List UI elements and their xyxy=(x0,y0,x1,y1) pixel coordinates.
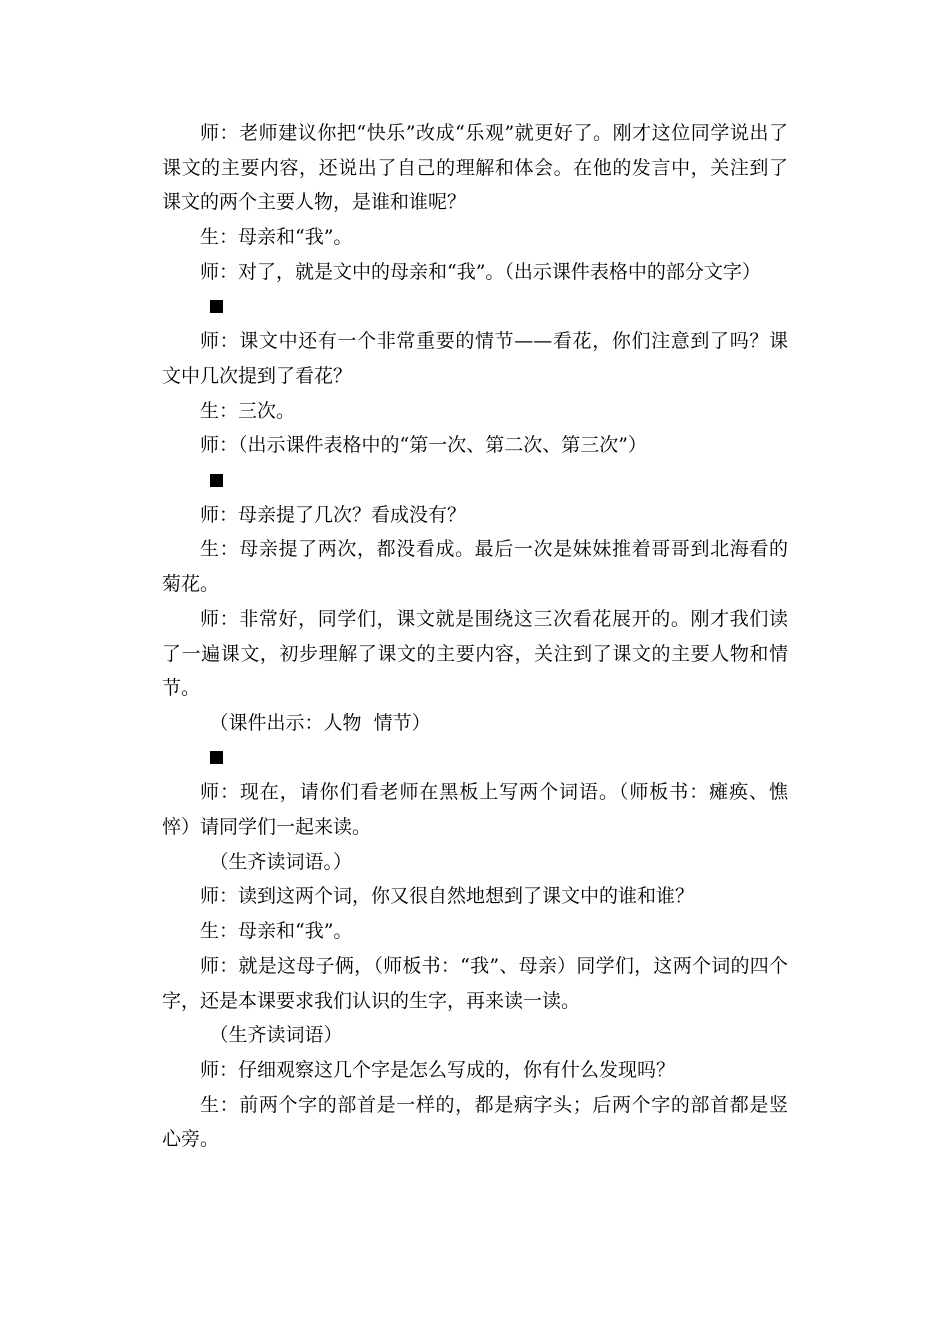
paragraph: 生：前两个字的部首是一样的，都是病字头；后两个字的部首都是竖心旁。 xyxy=(162,1093,788,1151)
paragraph: 师：（出示课件表格中的“第一次、第二次、第三次”） xyxy=(200,434,647,457)
stage-direction: （生齐读词语。） xyxy=(209,850,353,873)
image-placeholder-square xyxy=(162,741,788,776)
black-square-icon xyxy=(210,474,223,487)
image-placeholder-square xyxy=(162,463,788,498)
paragraph: 师：老师建议你把“快乐”改成“乐观”就更好了。刚才这位同学说出了课文的主要内容，还说出了自己的理解和体会。在他的发言中，关注到了课文的两个主要人物，是谁和谁呢？ xyxy=(162,122,788,214)
paragraph: 生：母亲和“我”。 xyxy=(200,226,353,249)
paragraph: 师：读到这两个词，你又很自然地想到了课文中的谁和谁？ xyxy=(200,885,695,908)
paragraph: 师：母亲提了几次？看成没有？ xyxy=(200,503,467,526)
paragraph: 师：课文中还有一个非常重要的情节——看花，你们注意到了吗？课文中几次提到了看花？ xyxy=(162,330,788,387)
stage-direction: （课件出示：人物 情节） xyxy=(209,711,431,734)
paragraph: 师：非常好，同学们，课文就是围绕这三次看花展开的。刚才我们读了一遍课文，初步理解了课文的主要内容，关注到了课文的主要人物和情节。 xyxy=(162,607,788,700)
paragraph: 生：母亲和“我”。 xyxy=(200,920,353,943)
stage-direction: （生齐读词语） xyxy=(209,1024,343,1047)
paragraph: 师：对了，就是文中的母亲和“我”。（出示课件表格中的部分文字） xyxy=(200,260,761,283)
paragraph: 生：三次。 xyxy=(200,399,296,422)
black-square-icon xyxy=(210,751,223,764)
image-placeholder-square xyxy=(162,290,788,325)
paragraph: 生：母亲提了两次，都没看成。最后一次是妹妹推着哥哥到北海看的菊花。 xyxy=(162,538,788,596)
paragraph: 师：就是这母子俩，（师板书：“我”、母亲）同学们，这两个词的四个字，还是本课要求我们认识的生字，再来读一读。 xyxy=(162,954,788,1012)
black-square-icon xyxy=(210,300,223,313)
paragraph: 师：现在，请你们看老师在黑板上写两个词语。（师板书：瘫痪、憔悴）请同学们一起来读。 xyxy=(162,781,788,839)
document-page xyxy=(162,116,788,1157)
paragraph: 师：仔细观察这几个字是怎么写成的，你有什么发现吗？ xyxy=(200,1058,676,1081)
